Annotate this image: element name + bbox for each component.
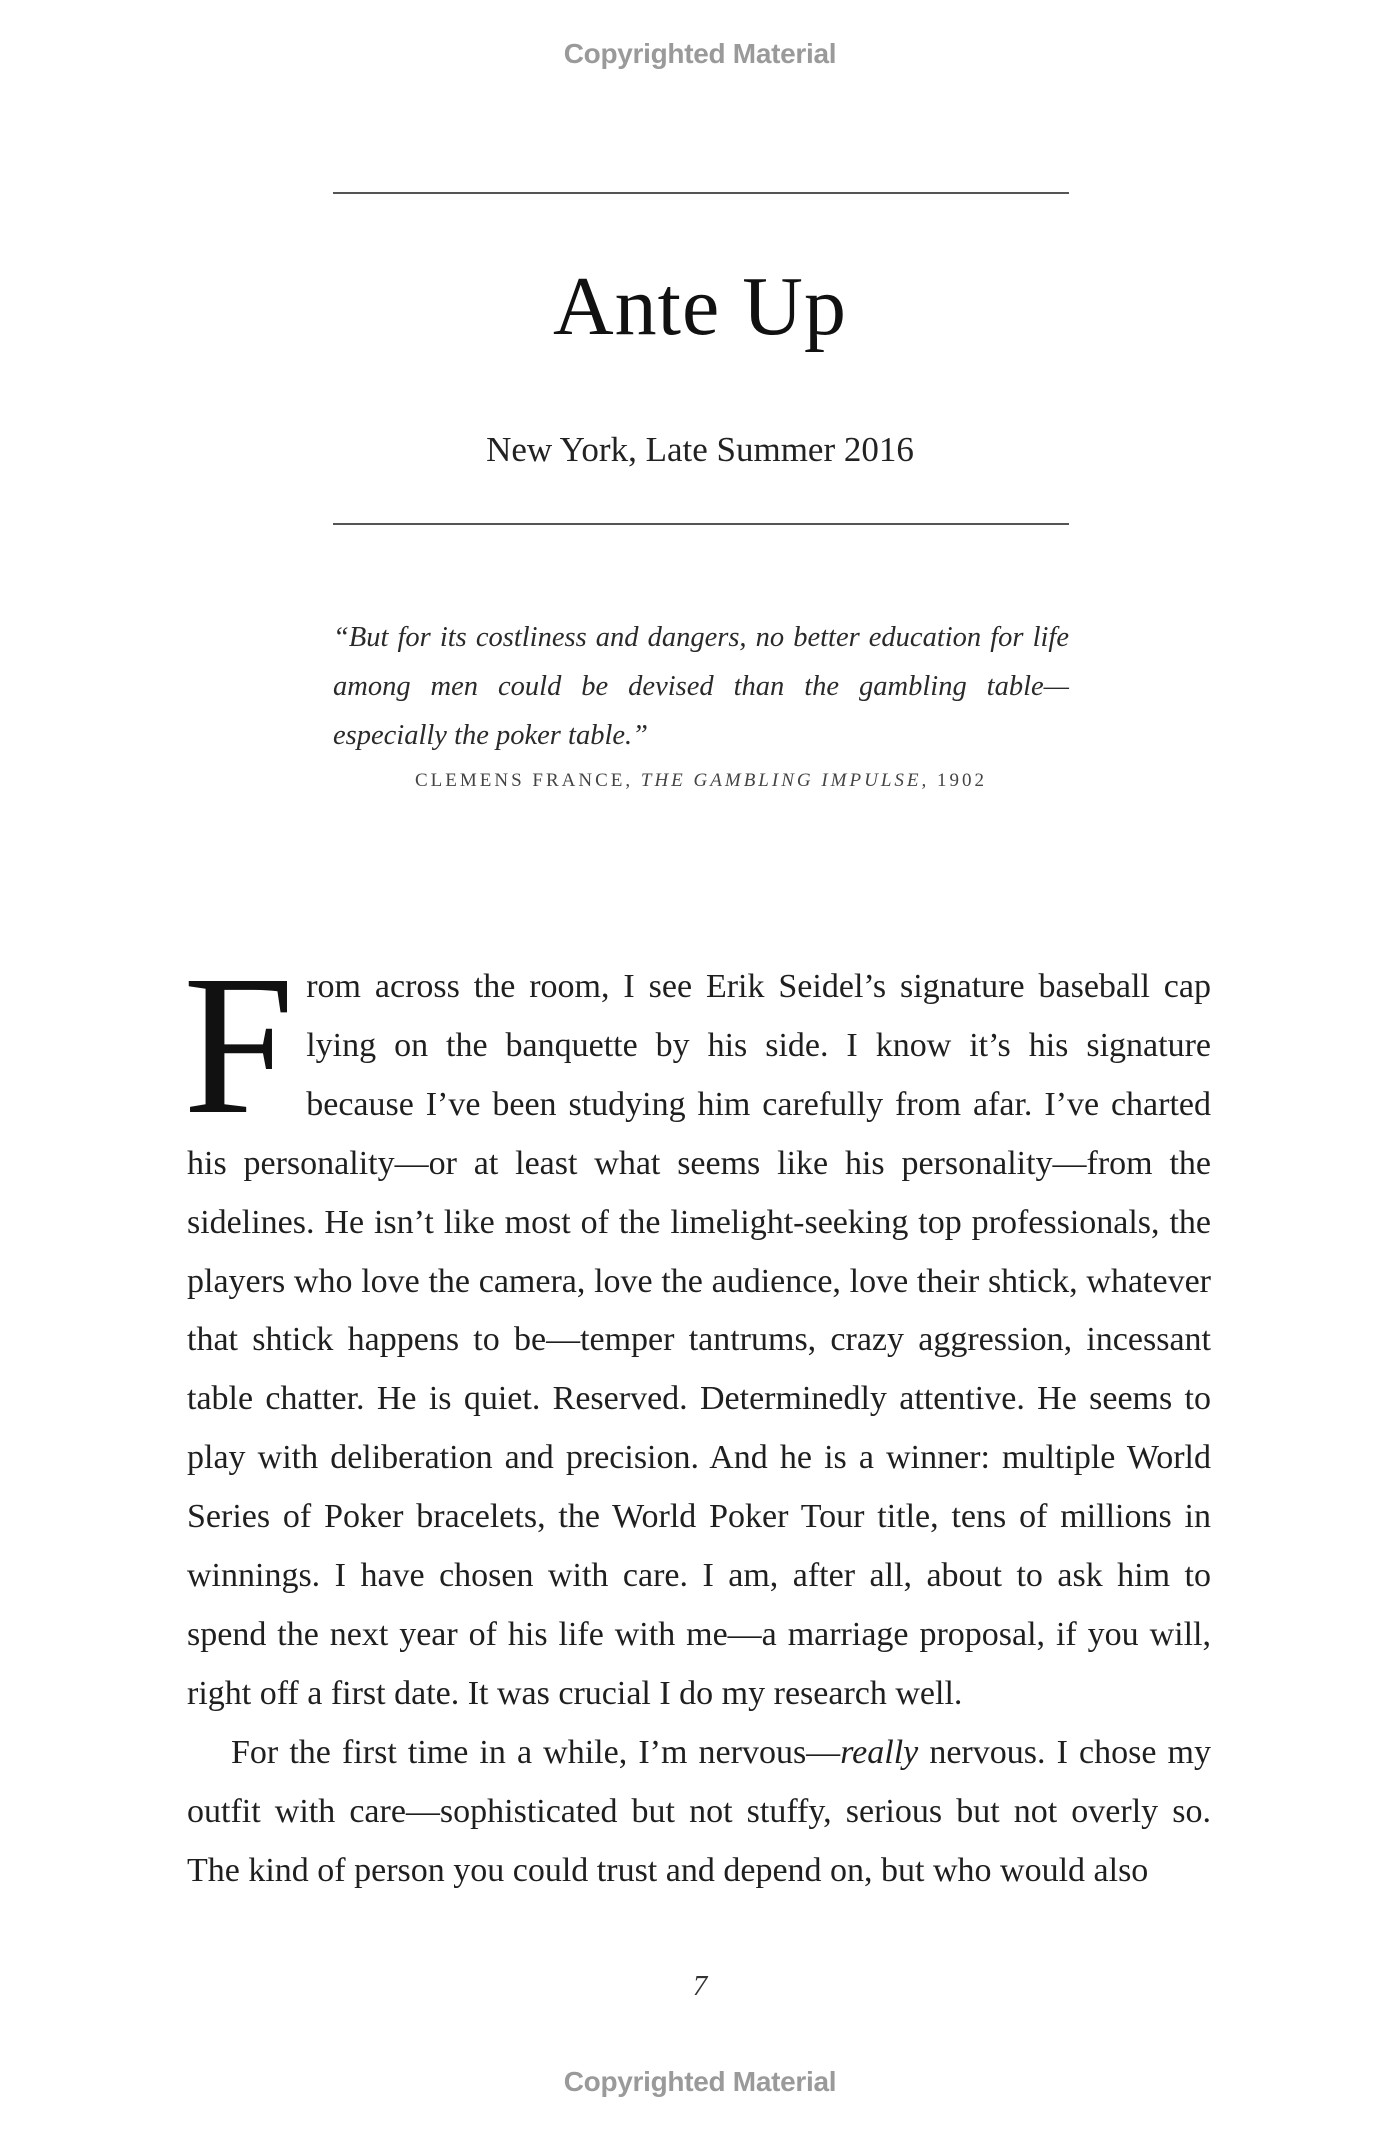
copyright-watermark-top: Copyrighted Material — [563, 38, 837, 69]
page-number: 7 — [692, 1970, 708, 2002]
paragraph-1-text: rom across the room, I see Erik Seidel’s signature baseball cap lying on the banquette by his side. I know it’s his signature because I’ve been studying him carefully from afar. I’ve charted his personality—or at least what seems like his personality—from the sidelines. He isn’t like most of the limelight-seeking top professionals, the players who love the camera, love the audience, love their shtick, whatever that shtick happens to be—temper tantrums, crazy aggression, incessant table chatter. He is quiet. Reserved. Determinedly attentive. He seems to play with deliberation and precision. And he is a winner: multiple World Series of Poker bracelets, the World Poker Tour title, tens of millions in winnings. I have chosen with care. I am, after all, about to ask him to spend the next year of his life with me—a marriage proposal, if you will, right off a first date. It was crucial I do my research well. — [187, 968, 1211, 1712]
epigraph-quote: “But for its costliness and dangers, no better education for life among men could be devised than the gambling table—especially the poker table.” — [333, 622, 1069, 751]
paragraph-1 — [183, 935, 1211, 1724]
epigraph-author: CLEMENS FRANCE, — [415, 770, 634, 791]
paragraph-2-text-end: nervous. I chose my outfit with care—sophisticated but not stuffy, serious but not overly so. The kind of person you could trust and depend on, but who would also — [187, 1733, 1212, 1889]
title-rule-bottom — [333, 523, 1069, 525]
title-rule-top — [333, 192, 1069, 194]
epigraph-attribution — [333, 770, 1069, 792]
paragraph-2-text-start: For the first time in a while, I’m nervous— — [231, 1733, 841, 1771]
chapter-title: Ante Up — [553, 260, 847, 353]
chapter-subtitle: New York, Late Summer 2016 — [486, 430, 914, 469]
copyright-watermark-bottom: Copyrighted Material — [563, 2066, 837, 2097]
epigraph-book-title: THE GAMBLING IMPULSE, — [640, 770, 930, 791]
drop-cap: F — [183, 935, 295, 1156]
emphasis-really: really — [840, 1733, 919, 1771]
paragraph-2 — [187, 1724, 1211, 1901]
epigraph-year: 1902 — [937, 770, 987, 791]
body-text — [183, 935, 1212, 1901]
